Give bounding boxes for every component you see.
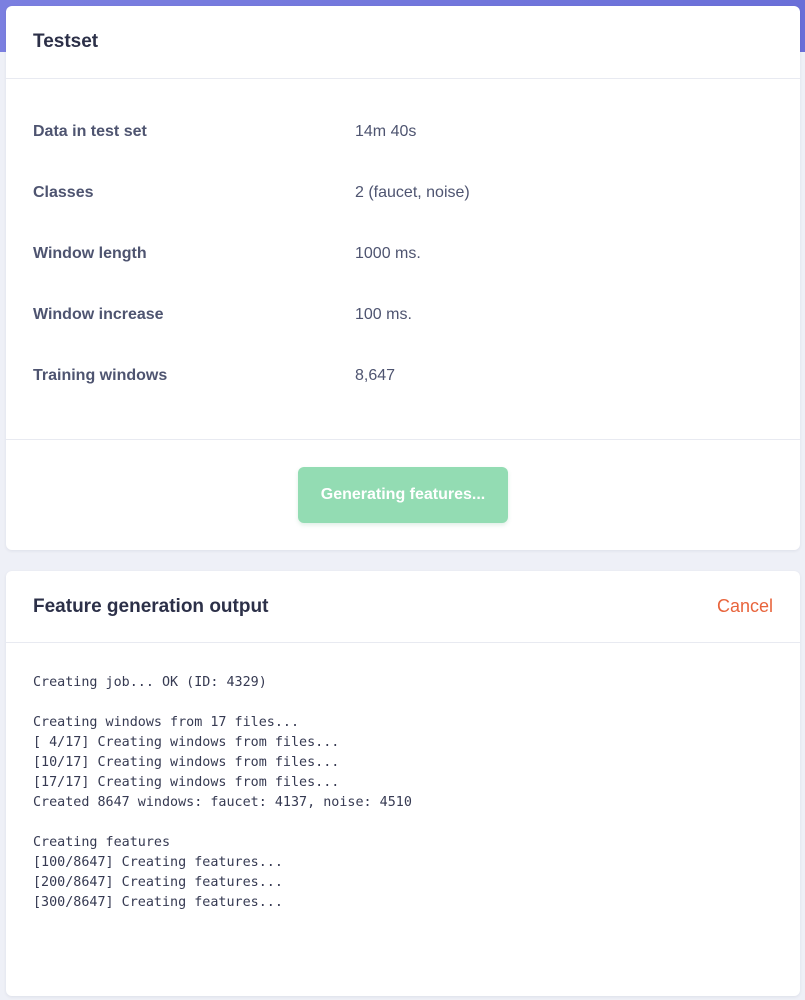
generating-features-button[interactable]: Generating features... (298, 467, 508, 523)
console-line: Created 8647 windows: faucet: 4137, noise: 4510 (33, 795, 412, 810)
feature-output-title: Feature generation output (33, 595, 269, 617)
info-label: Data in test set (33, 122, 147, 140)
console-line: Creating windows from 17 files... (33, 715, 300, 730)
console-line (33, 693, 773, 713)
info-value: 2 (faucet, noise) (355, 183, 470, 201)
info-row-training-windows (6, 345, 800, 406)
console-line: [300/8647] Creating features... (33, 895, 283, 910)
button-container (6, 467, 800, 523)
info-label: Classes (33, 183, 94, 201)
info-row-window-length (6, 223, 800, 284)
card-divider (6, 439, 800, 440)
feature-output-card (6, 571, 800, 996)
info-value: 14m 40s (355, 122, 417, 140)
console-line: Creating job... OK (ID: 4329) (33, 675, 267, 690)
info-label: Window increase (33, 305, 164, 323)
console-line: [ 4/17] Creating windows from files... (33, 735, 340, 750)
feature-output-header (6, 571, 800, 643)
console-line: [200/8647] Creating features... (33, 875, 283, 890)
testset-title: Testset (33, 31, 99, 52)
console-line: [10/17] Creating windows from files... (33, 755, 340, 770)
info-row-window-increase (6, 284, 800, 345)
testset-card (6, 6, 800, 550)
cancel-button[interactable]: Cancel (716, 596, 773, 616)
info-row-data-in-test-set (6, 101, 800, 162)
info-value: 1000 ms. (355, 244, 421, 262)
console-line: [100/8647] Creating features... (33, 855, 283, 870)
console-line: Creating features (33, 835, 171, 850)
info-label: Window length (33, 244, 147, 262)
info-label: Training windows (33, 366, 168, 384)
testset-header (6, 6, 800, 79)
info-value: 8,647 (355, 366, 396, 384)
info-row-classes (6, 162, 800, 223)
console-output (6, 643, 800, 913)
testset-info-list (6, 79, 800, 406)
console-line: [17/17] Creating windows from files... (33, 775, 340, 790)
console-line (33, 813, 773, 833)
info-value: 100 ms. (355, 305, 412, 323)
